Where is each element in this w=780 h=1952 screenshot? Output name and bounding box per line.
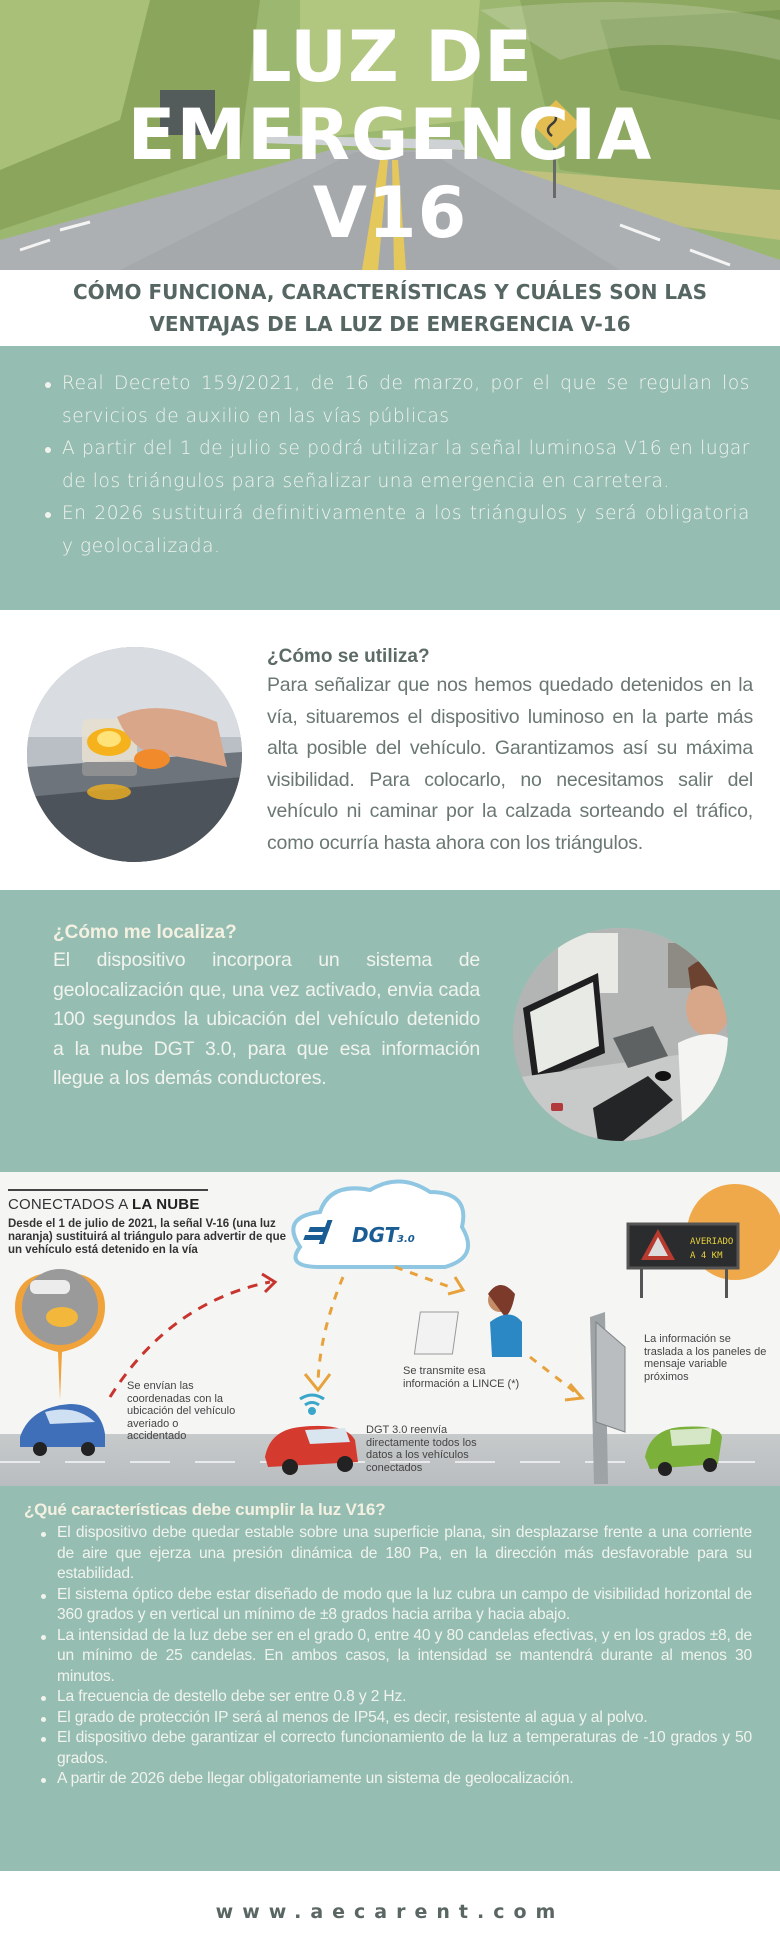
characteristic-item: La frecuencia de destello debe ser entre 0.8 y 2 Hz. [24, 1687, 752, 1708]
intro-item: Real Decreto 159/2021, de 16 de marzo, por el que se regulan los servicios de auxilio en las vías públicas [40, 368, 750, 433]
characteristic-item: El dispositivo debe quedar estable sobre una superficie plana, sin desplazarse frente a una corriente de aire que ejerza una presión dinámica de 180 Pa, en la dirección más desfavorable para su estabilidad. [24, 1523, 752, 1585]
label-coordinates: Se envían las coordenadas con la ubicación del vehículo averiado o accidentado [127, 1380, 236, 1442]
intro-item: A partir del 1 de julio se podrá utilizar la señal luminosa V16 en lugar de los triángulos para señalizar una emergencia en carretera. [40, 433, 750, 498]
intro-list [40, 368, 750, 563]
intro-section [0, 346, 780, 610]
green-car-icon [645, 1426, 722, 1476]
svg-text:DGT: DGT [352, 1223, 399, 1247]
cloud-connection-diagram [0, 1172, 780, 1486]
characteristic-item: A partir de 2026 debe llegar obligatoriamente un sistema de geolocalización. [24, 1769, 752, 1790]
how-to-use-heading: ¿Cómo se utiliza? [267, 646, 430, 667]
wifi-icon [300, 1395, 324, 1414]
hero-banner [0, 0, 780, 270]
diagram-title-light: CONECTADOS A [8, 1196, 133, 1213]
svg-text:AVERIADO: AVERIADO [690, 1237, 734, 1247]
characteristic-item: La intensidad de la luz debe ser en el grado 0, entre 40 y 80 candelas efectivas, y en los grados ±8, de un mínimo de 25 candelas. En ambos casos, la intensidad se mantendrá durante al menos 30 minutos. [24, 1626, 752, 1688]
svg-text:3.0: 3.0 [397, 1234, 415, 1245]
v16-light-image [27, 647, 242, 862]
how-to-use-body: Para señalizar que nos hemos quedado detenidos en la vía, situaremos el dispositivo luminoso en la parte más alta posible del vehículo. Garantizamos así su máxima visibilidad. Para colocarlo, no necesitamos salir del vehículo ni caminar por la calzada sorteando el tráfico, como ocurría hasta ahora con los triángulos. [267, 674, 753, 854]
diagram-title [8, 1196, 200, 1213]
how-it-locates-section [0, 890, 780, 1172]
subtitle-heading: CÓMO FUNCIONA, CARACTERÍSTICAS Y CUÁLES SON LAS VENTAJAS DE LA LUZ DE EMERGENCIA V-16 [72, 280, 708, 336]
characteristic-item: El dispositivo debe garantizar el correcto funcionamiento de la luz a temperaturas de -10 grados y 50 grados. [24, 1728, 752, 1769]
characteristics-list [24, 1523, 752, 1790]
title-line-1: LUZ DE [247, 16, 533, 98]
title-line-3: V16 [312, 172, 468, 254]
v16-light-photo [27, 647, 242, 862]
intro-item: En 2026 sustituirá definitivamente a los triángulos y será obligatoria y geolocalizada. [40, 498, 750, 563]
how-to-use-section [0, 610, 780, 890]
how-it-locates-text [53, 920, 480, 1094]
svg-text:A 4 KM: A 4 KM [690, 1251, 723, 1261]
how-it-locates-body: El dispositivo incorpora un sistema de geolocalización que, una vez activado, envia cada 100 segundos la ubicación del vehículo detenido a la nube DGT 3.0, para que esa información llegue a los demás conductores. [53, 949, 480, 1089]
diagram-title-rule [8, 1189, 208, 1191]
location-pin-icon [15, 1269, 105, 1400]
diagram-description: Desde el 1 de julio de 2021, la señal V-16 (una luz naranja) sustituirá al triángulo para advertir de que un vehículo está detenido en la vía [8, 1218, 286, 1256]
blue-car-icon [20, 1404, 105, 1456]
website-link[interactable]: www.aecarent.com [215, 1900, 565, 1923]
title-line-2: EMERGENCIA [127, 94, 653, 176]
characteristics-section [0, 1486, 780, 1871]
operator-image [513, 928, 728, 1141]
label-panels: La información se traslada a los paneles de mensaje variable próximos [644, 1333, 767, 1383]
characteristic-item: El sistema óptico debe estar diseñado de modo que la luz cubra un campo de visibilidad horizontal de 360 grados y en vertical un mínimo de ±8 grados hacia arriba y hacia abajo. [24, 1585, 752, 1626]
red-car-icon [265, 1426, 358, 1475]
page-title [0, 18, 780, 252]
footer [0, 1871, 780, 1952]
operator-icon [414, 1285, 522, 1357]
label-lince: Se transmite esa información a LINCE (*) [403, 1365, 520, 1390]
operator-photo [513, 928, 728, 1141]
characteristics-heading: ¿Qué características debe cumplir la luz V16? [24, 1500, 386, 1519]
how-to-use-text [267, 644, 753, 859]
how-it-locates-heading: ¿Cómo me localiza? [53, 922, 237, 943]
variable-message-sign-icon [628, 1184, 780, 1298]
label-resend: DGT 3.0 reenvía directamente todos los datos a los vehículos conectados [366, 1424, 477, 1474]
characteristic-item: El grado de protección IP será al menos de IP54, es decir, resistente al agua y al polvo. [24, 1708, 752, 1729]
subtitle-band [0, 270, 780, 346]
diagram-title-bold: LA NUBE [132, 1196, 200, 1213]
